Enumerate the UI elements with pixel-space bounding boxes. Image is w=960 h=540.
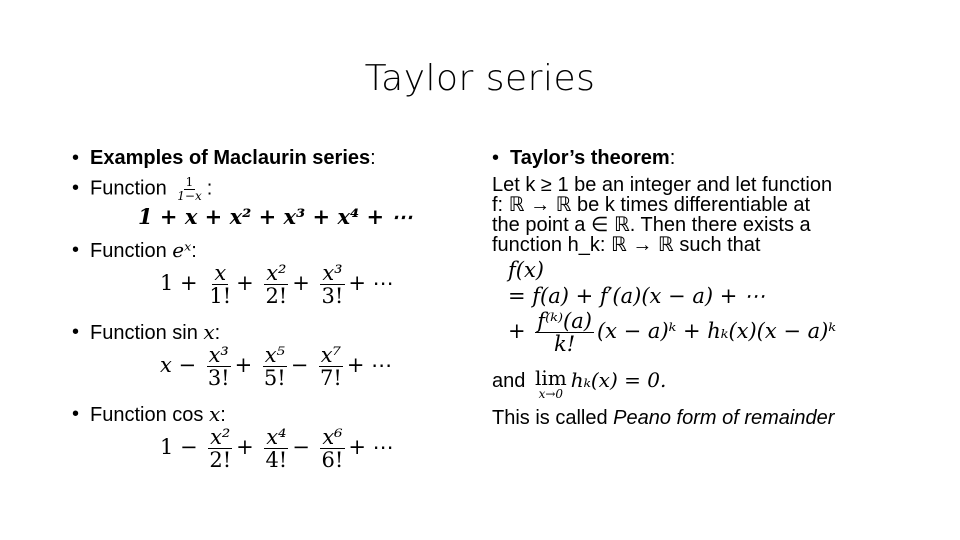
- maclaurin-series-exp: 1 + $\frac{x}{1!}$ + $\frac{\text{x²}}{2!}$ + $\frac{\text{x³}}{3!}$ + ⋯: [160, 261, 394, 309]
- theorem-line-1: Let k ≥ 1 be an integer and let function: [492, 174, 833, 196]
- theorem-limit: and lim x→0 hₖ(x) = 0.: [492, 366, 667, 401]
- theorem-line-4: function h_k: ℝ → ℝ such that: [492, 234, 761, 256]
- theorem-eq-expansion: = f(a) + f′(a)(x − a) + ⋯: [508, 284, 765, 308]
- maclaurin-series-geometric: 1 + x + x² + x³ + x⁴ + ⋯: [138, 204, 413, 229]
- taylor-heading: Taylor’s theorem: [510, 147, 670, 169]
- maclaurin-series-sin: x − $\frac{\text{x³}}{3!}$ + $\frac{\text{x⁵}}{5!}$ − $\frac{\text{x⁷}}{7!}$ + ⋯: [160, 343, 393, 391]
- theorem-line-3: the point a ∈ ℝ. Then there exists a: [492, 214, 811, 236]
- bullet-icon: •: [72, 403, 80, 425]
- maclaurin-heading: Examples of Maclaurin series: [90, 147, 371, 169]
- bullet-icon: •: [72, 321, 80, 343]
- bullet-icon: •: [72, 177, 80, 199]
- maclaurin-series-cos: 1 − $\frac{\text{x²}}{2!}$ + $\frac{\text{x⁴}}{4!}$ − $\frac{\text{x⁶}}{6!}$ + ⋯: [160, 425, 394, 473]
- theorem-closing: This is called Peano form of remainder: [492, 407, 835, 429]
- slide-title: Taylor series: [364, 58, 596, 99]
- bullet-icon: •: [72, 147, 80, 169]
- bullet-icon: •: [72, 239, 80, 261]
- bullet-icon: •: [492, 147, 500, 169]
- theorem-eq-remainder: + $\frac{\text{f⁽ᵏ⁾(a)}}{k!}$ (x − a)ᵏ + hₖ(x)(x − a)ᵏ: [508, 309, 837, 357]
- theorem-line-2: f: ℝ → ℝ be k times differentiable at: [492, 194, 811, 216]
- theorem-eq-lhs: f(x): [508, 258, 545, 282]
